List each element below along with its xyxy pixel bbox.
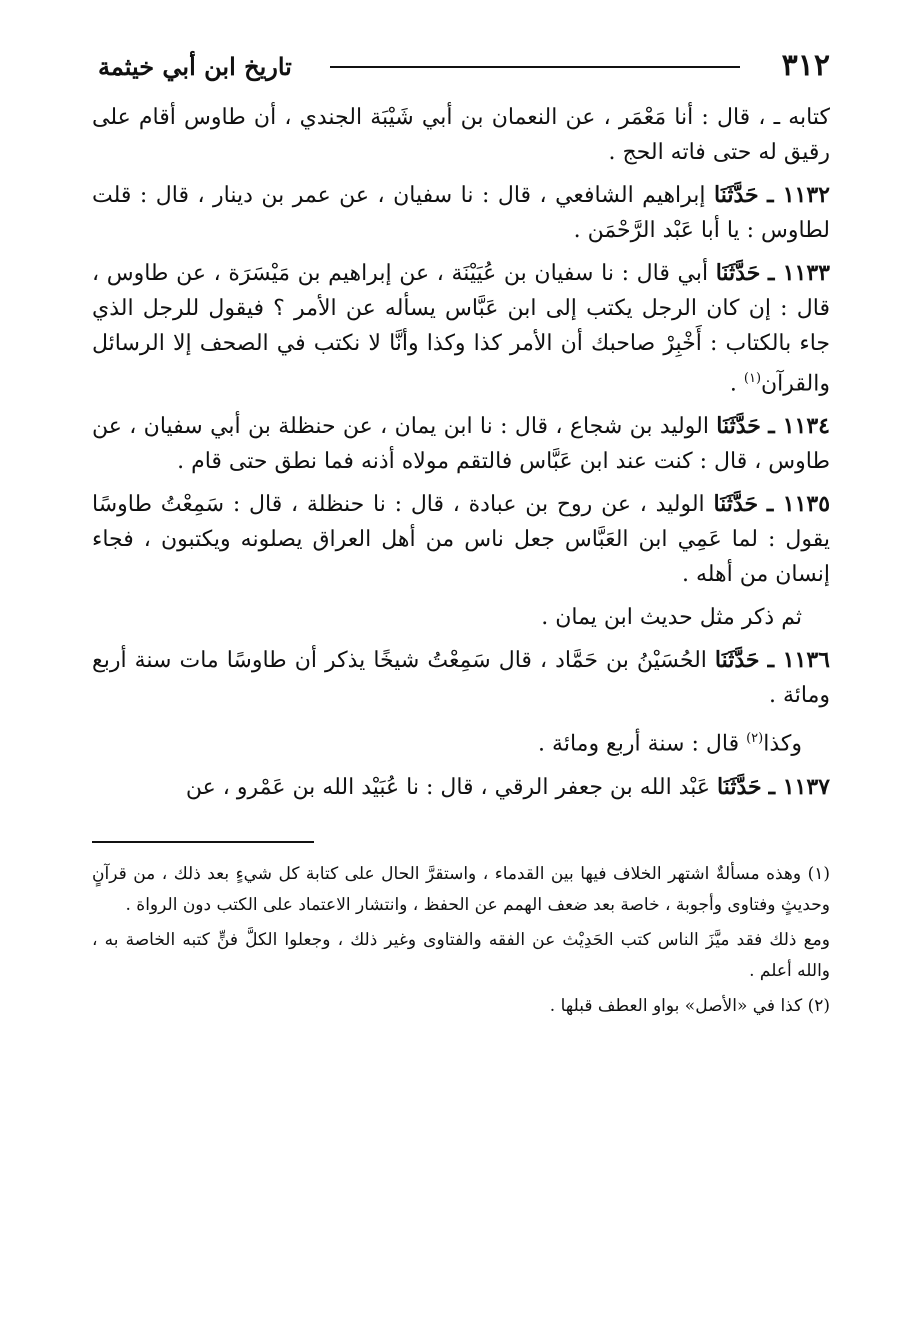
hadith-opener: حَدَّثَنَا — [715, 260, 761, 286]
hadith-number: ١١٣٥ ـ — [766, 491, 831, 518]
hadith-number: ١١٣٢ ـ — [767, 182, 830, 208]
paragraph: ثم ذكر مثل حديث ابن يمان . — [541, 605, 802, 631]
paragraph: وكذا$^{(٢)}$ قال : سنة أربع ومائة . — [538, 731, 802, 757]
footnote-separator — [92, 841, 314, 843]
hadith-1137: ١١٣٧ ـ حَدَّثَنَا عَبْد الله بن جعفر الرقي ، قال : نا عُبَيْد الله بن عَمْرو ، عن — [185, 773, 830, 800]
hadith-1136: ١١٣٦ ـ حَدَّثَنَا الحُسَيْنُ بن حَمَّاد ، قال سَمِعْتُ شيخًا يذكر أن طاوسًا مات سنة أربع ومائة . — [92, 647, 830, 709]
hadith-number: ١١٣٧ ـ — [768, 773, 830, 800]
hadith-1133: ١١٣٣ ـ حَدَّثَنَا أبي قال : نا سفيان بن عُيَيْنَة ، عن إبراهيم بن مَيْسَرَة ، عن طاوس ، قال : إن كان الرجل يكتب إلى ابن عَبَّاس يسأله عن الأمر ؟ فيقول للرجل الذي جاء بالكتاب : أَخْبِرْ صاحبك أن الأمر كذا وكذا وأنَّا لا نكتب في الصحف إلا الرسائل والقرآن$^{(١)}$ . — [92, 260, 830, 397]
footnote-1: (١) وهذه مسألةٌ اشتهر الخلاف فيها بين القدماء ، واستقرَّ الحال على كتابة كل شيءٍ بعد ذلك ، من قرآنٍ وحديثٍ وفتاوى وأجوبة ، خاصة بعد ضعف الهمم عن الحفظ ، وانتشار الاعتماد على الكتب دون الرواة . — [92, 863, 830, 915]
footnote-ref: (١) — [743, 371, 762, 386]
hadith-1134: ١١٣٤ ـ حَدَّثَنَا الوليد بن شجاع ، قال : نا ابن يمان ، عن حنظلة بن أبي سفيان ، عن طاوس ، قال : كنت عند ابن عَبَّاس فالتقم مولاه أذنه فما نطق حتى قام . — [92, 413, 830, 475]
hadith-1132: ١١٣٢ ـ حَدَّثَنَا إبراهيم الشافعي ، قال : نا سفيان ، عن عمر بن دينار ، قال : قلت لطاوس : يا أبا عَبْد الرَّحْمَن . — [92, 182, 830, 243]
footnote-ref: (٢) — [746, 731, 764, 747]
header-rule — [330, 66, 740, 68]
paragraph: كتابه ـ ، قال : أنا مَعْمَر ، عن النعمان بن أبي شَيْبَة الجندي ، أن طاوس أقام على رقيق له حتى فاته الحج . — [92, 105, 830, 165]
page-header — [92, 44, 830, 94]
hadith-opener: حَدَّثَنَا — [717, 773, 762, 800]
hadith-number: ١١٣٦ ـ — [767, 647, 830, 674]
hadith-number: ١١٣٣ ـ — [767, 260, 830, 286]
hadith-opener: حَدَّثَنَا — [713, 491, 759, 518]
footnote-2: (٢) كذا في «الأصل» بواو العطف قبلها . — [549, 995, 830, 1016]
hadith-opener: حَدَّثَنَا — [714, 647, 760, 674]
page-number: ٣١٢ — [781, 48, 830, 83]
document-page — [92, 44, 830, 1284]
hadith-opener: حَدَّثَنَا — [716, 413, 761, 440]
footnotes — [92, 859, 830, 1022]
hadith-1135: ١١٣٥ ـ حَدَّثَنَا الوليد ، عن روح بن عبادة ، قال : نا حنظلة ، قال : سَمِعْتُ طاوسًا يقول : لما عَمِي ابن العَبَّاس جعل ناس من أهل العراق يصلونه ويكتبون ، فجاء إنسان من أهله . — [92, 491, 831, 588]
main-text — [92, 100, 830, 805]
hadith-number: ١١٣٤ ـ — [768, 413, 830, 440]
running-title: تاريخ ابن أبي خيثمة — [98, 52, 292, 81]
hadith-opener: حَدَّثَنَا — [714, 182, 759, 208]
footnote-1-continued: ومع ذلك فقد ميَّزَ الناس كتب الحَدِيْث عن الفقه والفتاوى وغير ذلك ، وجعلوا الكلَّ فنٍّ كتبه الخاصة به ، والله أعلم . — [92, 929, 830, 981]
